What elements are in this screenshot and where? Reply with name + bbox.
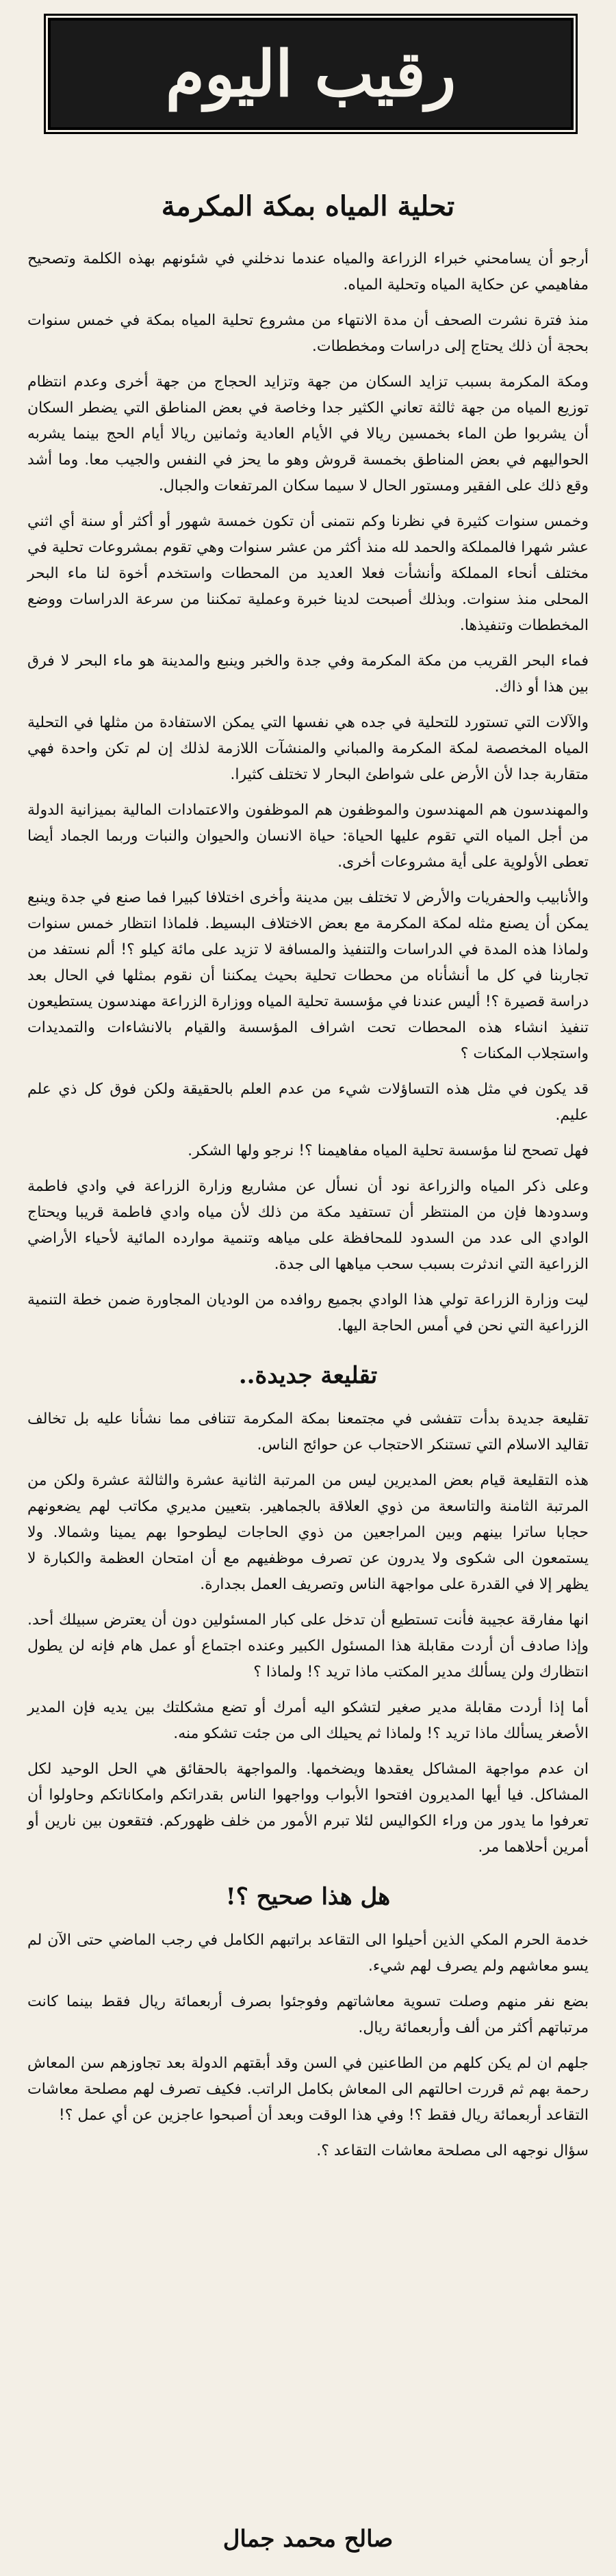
paragraph: والمهندسون هم المهندسون والموظفون هم الموظفون والاعتمادات المالية بميزانية الدولة من أجل المياه التي تقوم عليها الحياة: حياة الانسان والحيوان والنبات وربما الجماد أيضا تعطى الأولوية على أية مشروعات أخرى.	[27, 802, 589, 871]
paragraph: والآلات التي تستورد للتحلية في جده هي نفسها التي يمكن الاستفادة من مثلها في التحلية المياه المخصصة لمكة المكرمة والمباني والمنشآت اللازمة لذلك إن لم تكن واحدة فهي متقاربة جدا لأن الأرض على شواطئ البحار لا تختلف كثيرا.	[27, 714, 589, 783]
paragraph: أما إذا أردت مقابلة مدير صغير لتشكو اليه أمرك أو تضع مشكلتك بين يديه فإن المدير الأصغر يسألك ماذا تريد ؟! ولماذا ثم يحيلك الى من جئت تشكو منه.	[27, 1699, 589, 1742]
paragraph: والأنابيب والحفريات والأرض لا تختلف بين مدينة وأخرى اختلافا كبيرا فما صنع في جدة وينبع يمكن أن يصنع مثله لمكة المكرمة مع بعض الاختلاف البسيط. فلماذا انتظار خمس سنوات ولماذا هذه المدة في الدراسات والتنفيذ والمسافة لا تزيد على مائة كيلو ؟! ألم نستفد من تجاربنا في كل ما أنشأناه من محطات تحلية بحيث يمكننا أن نقوم بمثلها في الحال بعد دراسة قصيرة ؟! أليس عندنا في مؤسسة تحلية المياه ووزارة الزراعة مهندسون يستطيعون تنفيذ انشاء هذه المحطات تحت اشراف المؤسسة والقيام بالانشاءات والتمديدات واستجلاب المكنات ؟	[27, 889, 589, 1062]
paragraph: قد يكون في مثل هذه التساؤلات شيء من عدم العلم بالحقيقة ولكن فوق كل ذي علم عليم.	[27, 1081, 589, 1124]
paragraph: هذه التقليعة قيام بعض المديرين ليس من المرتبة الثانية عشرة والثالثة عشرة ولكن من المرتبة الثامنة والتاسعة من ذوي العلاقة بالجماهير. بتعيين مديري مكاتب لهم يضعونهم حجابا ساترا بينهم وبين المراجعين من ذوي الحاجات ليطوحوا بهم يمينا وشمالا. ولا يستمعون الى شكوى ولا يدرون عن تصرف موظفيهم مع أن امتحان العظمة والكبارة لا يظهر إلا في القدرة على مواجهة الناس وتصريف العمل بجدارة.	[27, 1472, 589, 1593]
article-body	[27, 246, 589, 2174]
paragraph: وخمس سنوات كثيرة في نظرنا وكم نتمنى أن تكون خمسة شهور أو أكثر أو سنة أي اثني عشر شهرا فالمملكة والحمد لله منذ أكثر من عشر سنوات وهي تقوم بمشروعات تحلية في مختلف أنحاء المملكة وأنشأت فعلا العديد من المحطات واستخدم أخوة لنا ماء البحر المحلى منذ سنوات. وبذلك أصبحت لدينا خبرة وعملية تمكننا من سرعة الدراسات ووضع المخططات وتنفيذها.	[27, 513, 589, 634]
column-banner	[48, 18, 574, 130]
paragraph: تقليعة جديدة بدأت تتفشى في مجتمعنا بمكة المكرمة تتنافى مما نشأنا عليه بل تخالف تقاليد الاسلام التي تستنكر الاحتجاب عن حوائج الناس.	[27, 1410, 589, 1454]
paragraph: ومكة المكرمة بسبب تزايد السكان من جهة وتزايد الحجاج من جهة أخرى وعدم انتظام توزيع المياه من جهة ثالثة تعاني الكثير جدا وخاصة في بعض المناطق التي يضطر السكان أن يشربوا طن الماء بخمسين ريالا في الأيام العادية وثمانين ريالا أيام الحج بينما يشربه الحواليهم في بعض المناطق بخمسة قروش وهو ما يحز في النفس والجيب معا. وما أشد وقع ذلك على الفقير ومستور الحال لا سيما سكان المرتفعات والجبال.	[27, 373, 589, 495]
paragraph: خدمة الحرم المكي الذين أحيلوا الى التقاعد براتبهم الكامل في رجب الماضي حتى الآن لم يسو معاشهم ولم يصرف لهم شيء.	[27, 1932, 589, 1975]
paragraph: ان عدم مواجهة المشاكل يعقدها ويضخمها. والمواجهة بالحقائق هي الحل الوحيد لكل المشاكل. فيا أيها المديرون افتحوا الأبواب وواجهوا الناس بقدراتكم وامكاناتكم وحاولوا أن تعرفوا ما يدور من وراء الكواليس لئلا تبرم الأمور من خلف ظهوركم. فتقعون بين نارين أو أمرين أحلاهما مر.	[27, 1761, 589, 1856]
subheading-is-this-true: هل هذا صحيح ؟!	[225, 1883, 391, 1910]
subheading-new-trend: تقليعة جديدة..	[238, 1362, 378, 1389]
paragraph: بضع نفر منهم وصلت تسوية معاشاتهم وفوجئوا بصرف أربعمائة ريال فقط بينما كانت مرتباتهم أكثر من ألف وأربعمائة ريال.	[27, 1993, 589, 2036]
paragraph: أرجو أن يسامحني خبراء الزراعة والمياه عندما ندخلني في شئونهم بهذه الكلمة وتصحيح مفاهيمي عن حكاية المياه وتحلية المياه.	[27, 250, 589, 293]
headline: تحلية المياه بمكة المكرمة	[161, 190, 455, 222]
paragraph: ليت وزارة الزراعة تولي هذا الوادي بجميع روافده من الوديان المجاورة ضمن خطة التنمية الزراعية التي نحن في أمس الحاجة اليها.	[27, 1291, 589, 1335]
banner-title: رقيب اليوم	[165, 37, 457, 111]
paragraph: فماء البحر القريب من مكة المكرمة وفي جدة والخبر وينبع والمدينة هو ماء البحر لا فرق بين هذا أو ذاك.	[27, 653, 589, 696]
paragraph: جلهم ان لم يكن كلهم من الطاعنين في السن وقد أبقتهم الدولة بعد تجاوزهم سن المعاش رحمة بهم ثم قررت احالتهم الى المعاش بكامل الراتب. فكيف تصرف لهم مصلحة معاشات التقاعد أربعمائة ريال فقط ؟! وفي هذا الوقت وبعد أن أصبحوا عاجزين عن أي عمل ؟!	[27, 2055, 589, 2124]
paragraph: فهل تصحح لنا مؤسسة تحلية المياه مفاهيمنا ؟! نرجو ولها الشكر.	[188, 1142, 589, 1159]
paragraph: منذ فترة نشرت الصحف أن مدة الانتهاء من مشروع تحلية المياه بمكة في خمس سنوات بحجة أن ذلك يحتاج إلى دراسات ومخططات.	[27, 312, 589, 355]
paragraph: انها مفارقة عجيبة فأنت تستطيع أن تدخل على كبار المسئولين دون أن يعترض سبيلك أحد. وإذا صادف أن أردت مقابلة هذا المسئول الكبير وعنده اجتماع أو عمل هام فإنه لن يطول انتظارك ولن يسألك مدير المكتب ماذا تريد ؟! ولماذا ؟	[27, 1612, 589, 1681]
author-signature: صالح محمد جمال	[222, 2525, 394, 2553]
paragraph: وعلى ذكر المياه والزراعة نود أن نسأل عن مشاريع وزارة الزراعة في وادي فاطمة وسدودها فإن من المنتظر أن تستفيد مكة من ذلك لأن مياه وادي فاطمة قريبا ويحتاج الوادي الى عدد من السدود للمحافظة على مياهه وتنمية موارده المائية لأحياء الأراضي الزراعية التي اندثرت بسبب سحب مياهها الى جدة.	[27, 1178, 589, 1273]
paragraph: سؤال نوجهه الى مصلحة معاشات التقاعد ؟.	[316, 2142, 589, 2159]
